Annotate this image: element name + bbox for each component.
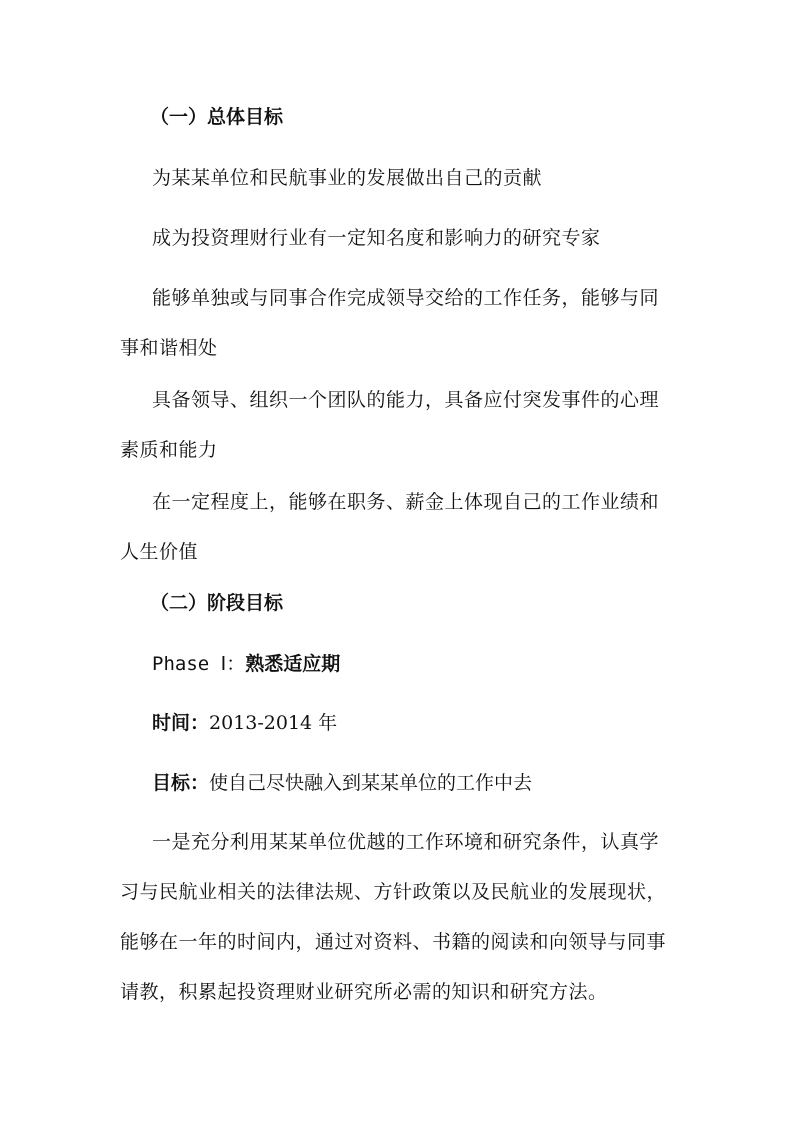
goal-label: 目标： [152,772,210,794]
phase-name: 熟悉适应期 [245,653,341,675]
section-heading-overall-goals: （一）总体目标 [150,106,284,128]
phase-time [152,708,337,738]
overall-goal-item: 在一定程度上，能够在职务、薪金上体现自己的工作业绩和人生价值 [120,491,660,563]
time-value: 2013-2014 年 [209,712,338,734]
overall-goal-item: 能够单独或与同事合作完成领导交给的工作任务，能够与同事和谐相处 [120,287,660,359]
section-heading-stage-goals: （二）阶段目标 [150,592,284,614]
goal-value: 使自己尽快融入到某某单位的工作中去 [209,772,533,794]
phase-prefix: Phase Ⅰ： [152,653,246,675]
time-label: 时间： [152,712,210,734]
overall-goal-item: 成为投资理财行业有一定知名度和影响力的研究专家 [152,227,601,249]
phase-title [152,649,340,679]
phase-body-paragraph: 一是充分利用某某单位优越的工作环境和研究条件，认真学习与民航业相关的法律法规、方针政策以及民航业的发展现状，能够在一年的时间内，通过对资料、书籍的阅读和向领导与同事请教，积累起投资理财业研究所必需的知识和研究方法。 [120,831,667,1003]
phase-goal [152,768,532,798]
overall-goal-item: 具备领导、组织一个团队的能力，具备应付突发事件的心理素质和能力 [120,389,660,461]
overall-goal-item: 为某某单位和民航事业的发展做出自己的贡献 [152,167,543,189]
